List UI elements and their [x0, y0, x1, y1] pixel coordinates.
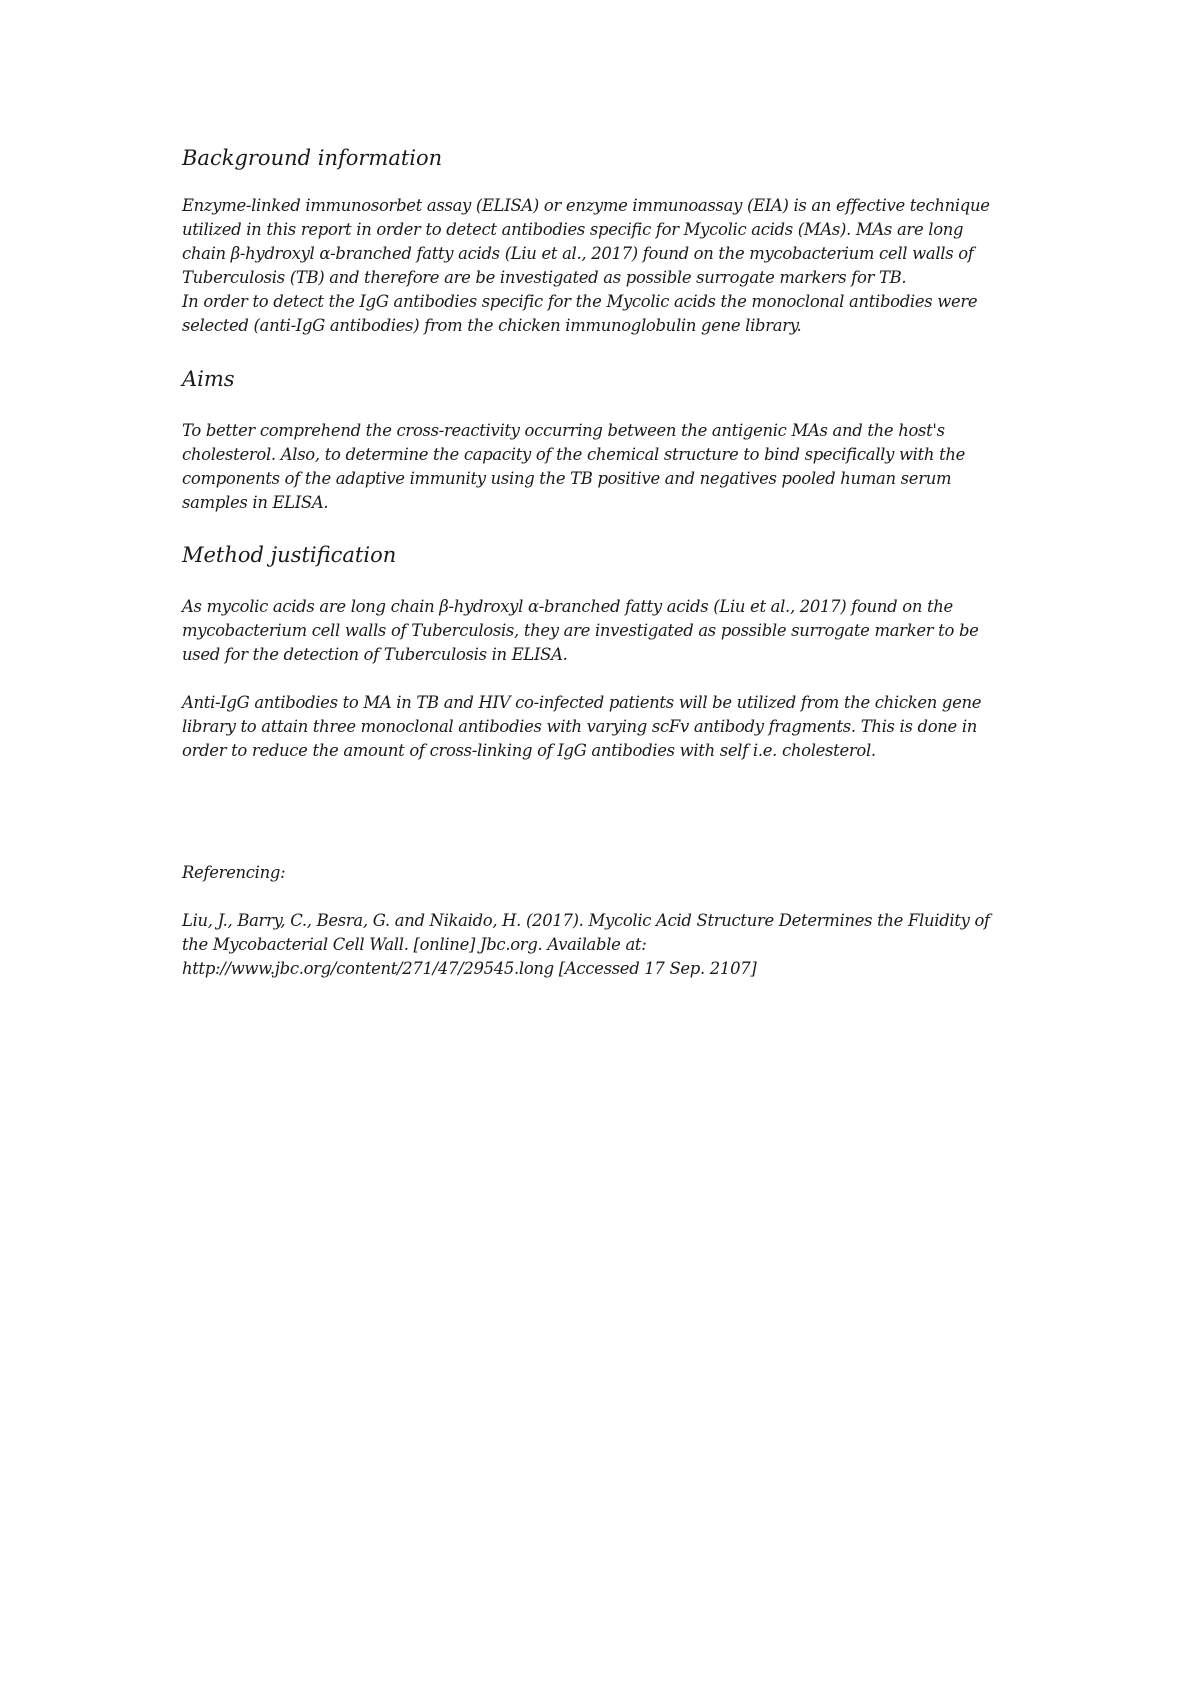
- aims-line: samples in ELISA.: [182, 493, 329, 512]
- method-line: order to reduce the amount of cross-linking of IgG antibodies with self i.e. cholesterol.: [182, 741, 876, 760]
- background-line: Enzyme-linked immunosorbet assay (ELISA) or enzyme immunoassay (EIA) is an effective technique: [182, 196, 990, 215]
- document-content: [182, 144, 1042, 981]
- background-line: chain β-hydroxyl α-branched fatty acids (Liu et al., 2017) found on the mycobacterium cell walls of: [182, 244, 974, 263]
- method-paragraph-2: [182, 691, 1042, 763]
- method-paragraph-1: [182, 595, 1042, 667]
- aims-line: To better comprehend the cross-reactivity occurring between the antigenic MAs and the host's: [182, 421, 945, 440]
- background-line: utilized in this report in order to detect antibodies specific for Mycolic acids (MAs). MAs are long: [182, 220, 964, 239]
- aims-paragraph: [182, 419, 1042, 515]
- reference-line: http://www.jbc.org/content/271/47/29545.long [Accessed 17 Sep. 2107]: [182, 959, 757, 978]
- aims-line: cholesterol. Also, to determine the capacity of the chemical structure to bind specifically with the: [182, 445, 966, 464]
- method-line: used for the detection of Tuberculosis in ELISA.: [182, 645, 568, 664]
- method-line: mycobacterium cell walls of Tuberculosis, they are investigated as possible surrogate marker to be: [182, 621, 979, 640]
- reference-line: Liu, J., Barry, C., Besra, G. and Nikaido, H. (2017). Mycolic Acid Structure Determines the Fluidity of: [182, 911, 990, 930]
- method-line: As mycolic acids are long chain β-hydroxyl α-branched fatty acids (Liu et al., 2017) found on the: [182, 597, 953, 616]
- referencing-label: Referencing:: [182, 863, 286, 882]
- background-line: In order to detect the IgG antibodies specific for the Mycolic acids the monoclonal antibodies were: [182, 292, 978, 311]
- reference-entry: [182, 909, 1042, 981]
- background-line: selected (anti-IgG antibodies) from the chicken immunoglobulin gene library.: [182, 316, 802, 335]
- method-line: library to attain three monoclonal antibodies with varying scFv antibody fragments. This is done in: [182, 717, 978, 736]
- method-heading: Method justification: [182, 543, 397, 567]
- reference-line: the Mycobacterial Cell Wall. [online] Jbc.org. Available at:: [182, 935, 647, 954]
- aims-heading: Aims: [182, 367, 235, 391]
- background-paragraph: [182, 194, 1042, 338]
- background-heading: Background information: [182, 146, 443, 170]
- background-line: Tuberculosis (TB) and therefore are be investigated as possible surrogate markers for TB.: [182, 268, 907, 287]
- aims-line: components of the adaptive immunity using the TB positive and negatives pooled human serum: [182, 469, 952, 488]
- method-line: Anti-IgG antibodies to MA in TB and HIV co-infected patients will be utilized from the chicken gene: [182, 693, 982, 712]
